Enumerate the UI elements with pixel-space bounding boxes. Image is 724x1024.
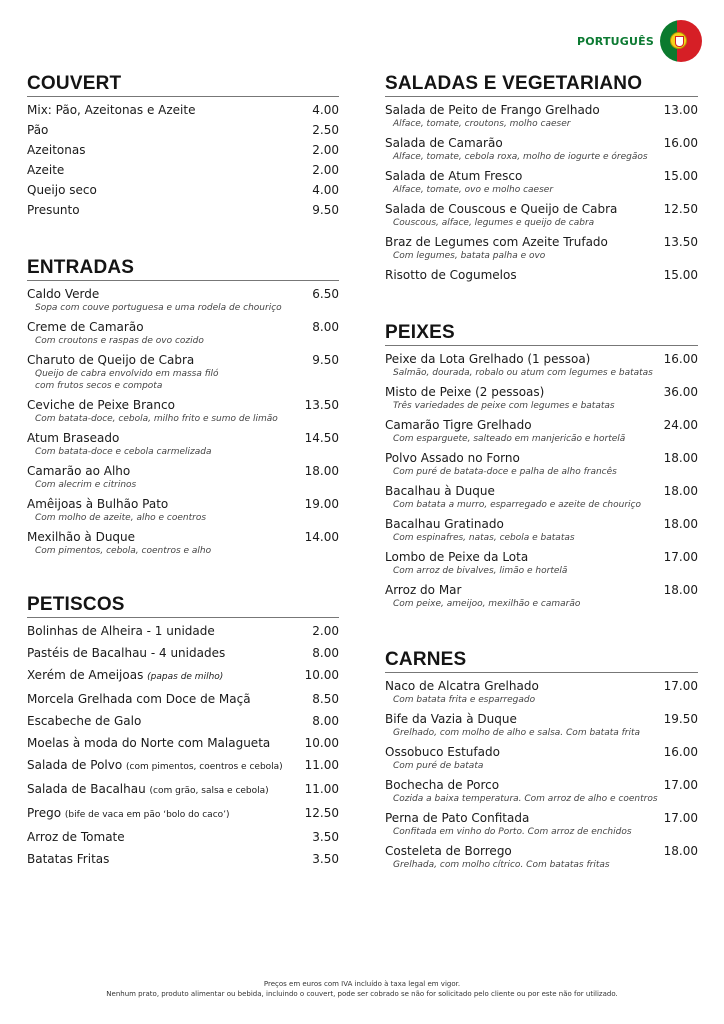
menu-item [385, 843, 698, 871]
menu-item [27, 757, 339, 775]
section-peixes [385, 323, 698, 610]
menu-item-row [27, 496, 339, 512]
menu-item [385, 678, 698, 706]
menu-item-name-text: Bife da Vazia à Duque [385, 712, 517, 726]
menu-item-description: Com batata a murro, esparregado e azeite de chouriço [393, 500, 642, 510]
menu-item-price: 6.50 [312, 287, 339, 301]
menu-item [27, 122, 339, 138]
menu-item [27, 352, 339, 392]
menu-item-description: Sopa com couve portuguesa e uma rodela de chouriço [35, 303, 282, 313]
menu-item-description: Queijo de cabra envolvido em massa filó [35, 369, 219, 379]
language-selector[interactable] [577, 19, 702, 63]
section-title: COUVERT [27, 74, 339, 97]
language-label[interactable]: PORTUGUÊS [576, 34, 654, 48]
menu-item-row [385, 516, 698, 532]
menu-item-name-text: Ceviche de Peixe Branco [27, 398, 175, 412]
menu-item-name-text: Salada de Couscous e Queijo de Cabra [385, 202, 618, 216]
menu-item-name [27, 102, 195, 118]
menu-item-name-text: Camarão Tigre Grelhado [385, 418, 532, 432]
menu-item-name [385, 267, 517, 283]
menu-item-price: 36.00 [663, 385, 698, 399]
menu-item-description: Com puré de batata-doce e palha de alho francês [393, 467, 617, 477]
menu-item [385, 234, 698, 262]
menu-item-price: 8.00 [312, 646, 339, 660]
menu-item-description: Com batata frita e esparregado [393, 695, 536, 705]
menu-item-price: 2.00 [312, 624, 339, 638]
menu-item [385, 102, 698, 130]
menu-item-price: 10.00 [304, 668, 339, 682]
menu-item-row [27, 645, 339, 661]
menu-item-name [27, 713, 141, 729]
menu-item-name-text: Pão [27, 123, 49, 137]
menu-item [385, 417, 698, 445]
menu-item-price: 2.50 [312, 123, 339, 137]
menu-item-row [27, 667, 339, 685]
menu-item [27, 286, 339, 314]
menu-item-row [385, 135, 698, 151]
menu-item [27, 645, 339, 661]
menu-item-name-text: Ossobuco Estufado [385, 745, 500, 759]
section-carnes [385, 650, 698, 871]
menu-item-row [27, 851, 339, 867]
menu-item-price: 17.00 [663, 778, 698, 792]
menu-item [27, 162, 339, 178]
menu-item-description: Com molho de azeite, alho e coentros [35, 513, 207, 523]
menu-item-row [385, 777, 698, 793]
menu-item [385, 450, 698, 478]
menu-item [27, 463, 339, 491]
menu-item-description: Com puré de batata [393, 761, 484, 771]
menu-item-name-text: Salada de Bacalhau [27, 782, 146, 796]
menu-item-name [27, 430, 119, 446]
menu-item-description: Com alecrim e citrinos [35, 480, 137, 490]
menu-item-price: 8.50 [312, 692, 339, 706]
menu-item-price: 17.00 [663, 679, 698, 693]
menu-item [385, 483, 698, 511]
menu-item-name-text: Escabeche de Galo [27, 714, 142, 728]
menu-item-price: 13.50 [304, 398, 339, 412]
menu-item-name [385, 777, 499, 793]
menu-item [27, 430, 339, 458]
menu-item-name [385, 549, 528, 565]
menu-item-price: 18.00 [663, 517, 698, 531]
menu-right-column [385, 74, 698, 885]
menu-item-row [27, 397, 339, 413]
menu-item-row [385, 483, 698, 499]
menu-item-price: 9.50 [312, 203, 339, 217]
menu-item-name [385, 711, 517, 727]
menu-item-name [27, 667, 223, 685]
menu-item-row [27, 286, 339, 302]
menu-item [385, 351, 698, 379]
menu-item-name [27, 162, 64, 178]
menu-item-price: 12.50 [304, 806, 339, 820]
menu-item-row [385, 351, 698, 367]
menu-item-description: Confitada em vinho do Porto. Com arroz de enchidos [393, 827, 632, 837]
menu-item-row [27, 529, 339, 545]
menu-item-price: 12.50 [663, 202, 698, 216]
menu-item-name-text: Azeitonas [27, 143, 86, 157]
menu-item [385, 549, 698, 577]
menu-item-row [27, 713, 339, 729]
menu-item-price: 17.00 [663, 811, 698, 825]
menu-item-price: 11.00 [304, 758, 339, 772]
menu-item-name [27, 691, 251, 707]
menu-item-row [385, 384, 698, 400]
menu-item-name-text: Misto de Peixe (2 pessoas) [385, 385, 545, 399]
menu-item-price: 2.00 [312, 163, 339, 177]
menu-item-price: 18.00 [663, 583, 698, 597]
menu-item-row [27, 735, 339, 751]
menu-item-row [385, 450, 698, 466]
menu-item-name [385, 483, 495, 499]
menu-item-name-text: Salada de Camarão [385, 136, 503, 150]
menu-item-description: Grelhado, com molho de alho e salsa. Com batata frita [393, 728, 641, 738]
menu-item-row [385, 843, 698, 859]
section-title: PETISCOS [27, 595, 339, 618]
menu-item-name [27, 182, 97, 198]
menu-item-row [27, 122, 339, 138]
menu-item-inline-note: (bife de vaca em pão ‘bolo do caco’) [64, 810, 230, 820]
menu-item-name [27, 319, 144, 335]
menu-item-description: Três variedades de peixe com legumes e batatas [393, 401, 615, 411]
menu-item-row [385, 102, 698, 118]
menu-item [27, 319, 339, 347]
menu-item-name [385, 384, 544, 400]
menu-item-price: 13.00 [663, 103, 698, 117]
menu-item-name-text: Peixe da Lota Grelhado (1 pessoa) [385, 352, 591, 366]
menu-item-name [27, 829, 125, 845]
menu-item-name-text: Perna de Pato Confitada [385, 811, 530, 825]
menu-item-name [27, 623, 215, 639]
menu-item [27, 202, 339, 218]
menu-item-inline-note: (com grão, salsa e cebola) [149, 786, 269, 796]
menu-item-name-text: Amêijoas à Bulhão Pato [27, 497, 169, 511]
menu-item-description: Com esparguete, salteado em manjericão e hortelã [393, 434, 626, 444]
menu-item-name-text: Morcela Grelhada com Doce de Maçã [27, 692, 251, 706]
menu-item-description: Cozida a baixa temperatura. Com arroz de alho e coentros [393, 794, 658, 804]
menu-item-name-text: Mix: Pão, Azeitonas e Azeite [27, 103, 196, 117]
menu-item [385, 810, 698, 838]
menu-item-price: 18.00 [663, 484, 698, 498]
menu-item-description: Com espinafres, natas, cebola e batatas [393, 533, 575, 543]
menu-item [27, 735, 339, 751]
menu-item-name-text: Moelas à moda do Norte com Malagueta [27, 736, 271, 750]
menu-item-row [27, 202, 339, 218]
footer-line-couvert: Nenhum prato, produto alimentar ou bebida, incluindo o couvert, pode ser cobrado se não for solicitado pelo cliente ou por este não for utilizado. [106, 990, 618, 998]
menu-item-row [385, 168, 698, 184]
menu-item-name [27, 122, 48, 138]
menu-item-name [27, 202, 80, 218]
menu-item-row [27, 319, 339, 335]
menu-item [27, 851, 339, 867]
menu-item [27, 829, 339, 845]
menu-item [27, 182, 339, 198]
menu-item-name-text: Salada de Atum Fresco [385, 169, 523, 183]
menu-item-price: 8.00 [312, 714, 339, 728]
menu-item-price: 17.00 [663, 550, 698, 564]
menu-item [27, 713, 339, 729]
menu-item-row [385, 549, 698, 565]
menu-item-row [27, 805, 339, 823]
menu-item [385, 711, 698, 739]
menu-item-name-text: Atum Braseado [27, 431, 120, 445]
section-title: CARNES [385, 650, 698, 673]
menu-item-inline-note: (com pimentos, coentros e cebola) [126, 762, 283, 772]
menu-item-price: 24.00 [663, 418, 698, 432]
menu-item-name [27, 352, 194, 368]
menu-item-name-text: Batatas Fritas [27, 852, 110, 866]
menu-item [385, 267, 698, 283]
menu-item [385, 582, 698, 610]
menu-item-name [27, 851, 109, 867]
menu-item-name-text: Costeleta de Borrego [385, 844, 512, 858]
menu-item-name-text: Mexilhão à Duque [27, 530, 136, 544]
section-entradas [27, 258, 339, 557]
menu-item-name [27, 397, 175, 413]
section-title: ENTRADAS [27, 258, 339, 281]
menu-item-name [385, 744, 500, 760]
menu-item-name [385, 201, 617, 217]
menu-item-row [27, 142, 339, 158]
menu-item-name [385, 810, 529, 826]
menu-item-name [27, 142, 85, 158]
menu-item-name-text: Azeite [27, 163, 65, 177]
menu-item-name-text: Caldo Verde [27, 287, 100, 301]
menu-item-row [385, 678, 698, 694]
menu-item-price: 2.00 [312, 143, 339, 157]
menu-item-name [27, 805, 230, 823]
menu-item [385, 168, 698, 196]
menu-item-row [27, 352, 339, 368]
menu-item-price: 16.00 [663, 352, 698, 366]
menu-item-name-text: Pastéis de Bacalhau - 4 unidades [27, 646, 226, 660]
menu-item-name-text: Camarão ao Alho [27, 464, 131, 478]
menu-item-description: Com batata-doce e cebola carmelizada [35, 447, 212, 457]
menu-item-price: 19.00 [304, 497, 339, 511]
menu-item-price: 16.00 [663, 745, 698, 759]
menu-item-row [27, 691, 339, 707]
menu-item-name-text: Arroz do Mar [385, 583, 462, 597]
menu-item-name-text: Bolinhas de Alheira - 1 unidade [27, 624, 215, 638]
menu-item-name-text: Salada de Peito de Frango Grelhado [385, 103, 600, 117]
menu-item [27, 397, 339, 425]
menu-item-price: 3.50 [312, 852, 339, 866]
menu-item-price: 18.00 [663, 451, 698, 465]
menu-item-name [385, 678, 539, 694]
menu-item-row [27, 430, 339, 446]
menu-item [385, 777, 698, 805]
menu-item [27, 781, 339, 799]
menu-item-name-text: Lombo de Peixe da Lota [385, 550, 529, 564]
menu-left-column [27, 74, 339, 881]
menu-item-description: Com batata-doce, cebola, milho frito e sumo de limão [35, 414, 278, 424]
menu-item-name [27, 463, 130, 479]
menu-item-row [385, 201, 698, 217]
menu-item [27, 102, 339, 118]
menu-item-description: com frutos secos e compota [35, 381, 163, 391]
menu-item-description: Salmão, dourada, robalo ou atum com legumes e batatas [393, 368, 653, 378]
menu-item-name [27, 529, 135, 545]
menu-item-name-text: Xerém de Ameijoas [27, 668, 144, 682]
section-title: SALADAS E VEGETARIANO [385, 74, 698, 97]
menu-item-name [27, 645, 225, 661]
menu-item-price: 14.00 [304, 530, 339, 544]
menu-item-name-text: Charuto de Queijo de Cabra [27, 353, 195, 367]
menu-item-price: 9.50 [312, 353, 339, 367]
menu-item-description: Alface, tomate, cebola roxa, molho de iogurte e óregãos [393, 152, 648, 162]
menu-item-row [385, 711, 698, 727]
menu-item-name [385, 135, 503, 151]
menu-item-name-text: Queijo seco [27, 183, 97, 197]
menu-item [385, 201, 698, 229]
menu-item-name [385, 516, 504, 532]
menu-item-row [385, 744, 698, 760]
menu-item-description: Com pimentos, cebola, coentros e alho [35, 546, 212, 556]
menu-item-name [385, 582, 461, 598]
menu-item-row [27, 829, 339, 845]
menu-item-name-text: Salada de Polvo [27, 758, 123, 772]
menu-item-price: 15.00 [663, 169, 698, 183]
menu-item-description: Grelhada, com molho cítrico. Com batatas fritas [393, 860, 610, 870]
menu-item-price: 15.00 [663, 268, 698, 282]
menu-item-price: 10.00 [304, 736, 339, 750]
menu-item-row [27, 182, 339, 198]
menu-item [27, 805, 339, 823]
menu-item-name [27, 757, 283, 775]
menu-item-price: 4.00 [312, 103, 339, 117]
menu-item-name-text: Risotto de Cogumelos [385, 268, 517, 282]
menu-item-row [27, 463, 339, 479]
menu-item-name-text: Bochecha de Porco [385, 778, 500, 792]
menu-item-name-text: Polvo Assado no Forno [385, 451, 520, 465]
menu-item-description: Com croutons e raspas de ovo cozido [35, 336, 204, 346]
menu-item-row [385, 267, 698, 283]
menu-item-name-text: Arroz de Tomate [27, 830, 125, 844]
menu-item-name-text: Bacalhau à Duque [385, 484, 495, 498]
menu-item-name [27, 286, 99, 302]
menu-item [27, 142, 339, 158]
menu-item-price: 4.00 [312, 183, 339, 197]
menu-item-description: Couscous, alface, legumes e queijo de cabra [393, 218, 595, 228]
menu-item-name [385, 450, 520, 466]
section-saladas [385, 74, 698, 283]
menu-item-row [385, 582, 698, 598]
menu-item [27, 667, 339, 685]
menu-item-name-text: Creme de Camarão [27, 320, 144, 334]
menu-item-name-text: Braz de Legumes com Azeite Trufado [385, 235, 608, 249]
menu-item-price: 13.50 [663, 235, 698, 249]
menu-item-row [27, 623, 339, 639]
menu-item-name [27, 735, 270, 751]
portugal-flag-icon[interactable] [660, 20, 702, 62]
menu-item-name [385, 234, 608, 250]
menu-item-row [385, 234, 698, 250]
menu-item-name-text: Naco de Alcatra Grelhado [385, 679, 539, 693]
menu-item-price: 11.00 [304, 782, 339, 796]
menu-item [27, 623, 339, 639]
menu-item-row [27, 102, 339, 118]
menu-item-row [27, 162, 339, 178]
menu-item-row [27, 781, 339, 799]
footer [0, 979, 724, 999]
menu-item-price: 16.00 [663, 136, 698, 150]
menu-item-name-text: Bacalhau Gratinado [385, 517, 504, 531]
menu-item-description: Com legumes, batata palha e ovo [393, 251, 546, 261]
menu-item [385, 135, 698, 163]
menu-item-name [385, 102, 600, 118]
menu-item-description: Com arroz de bivalves, limão e hortelã [393, 566, 568, 576]
footer-line-vat: Preços em euros com IVA incluído à taxa legal em vigor. [263, 980, 461, 988]
menu-item-name-text: Presunto [27, 203, 80, 217]
menu-item-name [385, 351, 590, 367]
menu-item-name-text: Prego [27, 806, 62, 820]
menu-item-price: 8.00 [312, 320, 339, 334]
section-couvert [27, 74, 339, 218]
menu-item [27, 529, 339, 557]
menu-item-inline-note: (papas de milho) [147, 672, 224, 682]
section-petiscos [27, 595, 339, 867]
menu-item-row [385, 810, 698, 826]
menu-item [385, 384, 698, 412]
menu-item-price: 18.00 [304, 464, 339, 478]
menu-item-description: Alface, tomate, ovo e molho caeser [393, 185, 554, 195]
menu-item [385, 516, 698, 544]
menu-item-description: Com peixe, ameijoo, mexilhão e camarão [393, 599, 581, 609]
menu-item [27, 496, 339, 524]
section-title: PEIXES [385, 323, 698, 346]
menu-item-price: 3.50 [312, 830, 339, 844]
menu-item-row [27, 757, 339, 775]
menu-item-name [27, 781, 269, 799]
menu-item-name [385, 417, 532, 433]
menu-item [27, 691, 339, 707]
menu-item [385, 744, 698, 772]
menu-item-name [385, 843, 512, 859]
menu-item-price: 19.50 [663, 712, 698, 726]
menu-item-name [385, 168, 522, 184]
menu-item-price: 18.00 [663, 844, 698, 858]
menu-item-price: 14.50 [304, 431, 339, 445]
menu-item-description: Alface, tomate, croutons, molho caeser [393, 119, 571, 129]
menu-item-row [385, 417, 698, 433]
menu-item-name [27, 496, 168, 512]
